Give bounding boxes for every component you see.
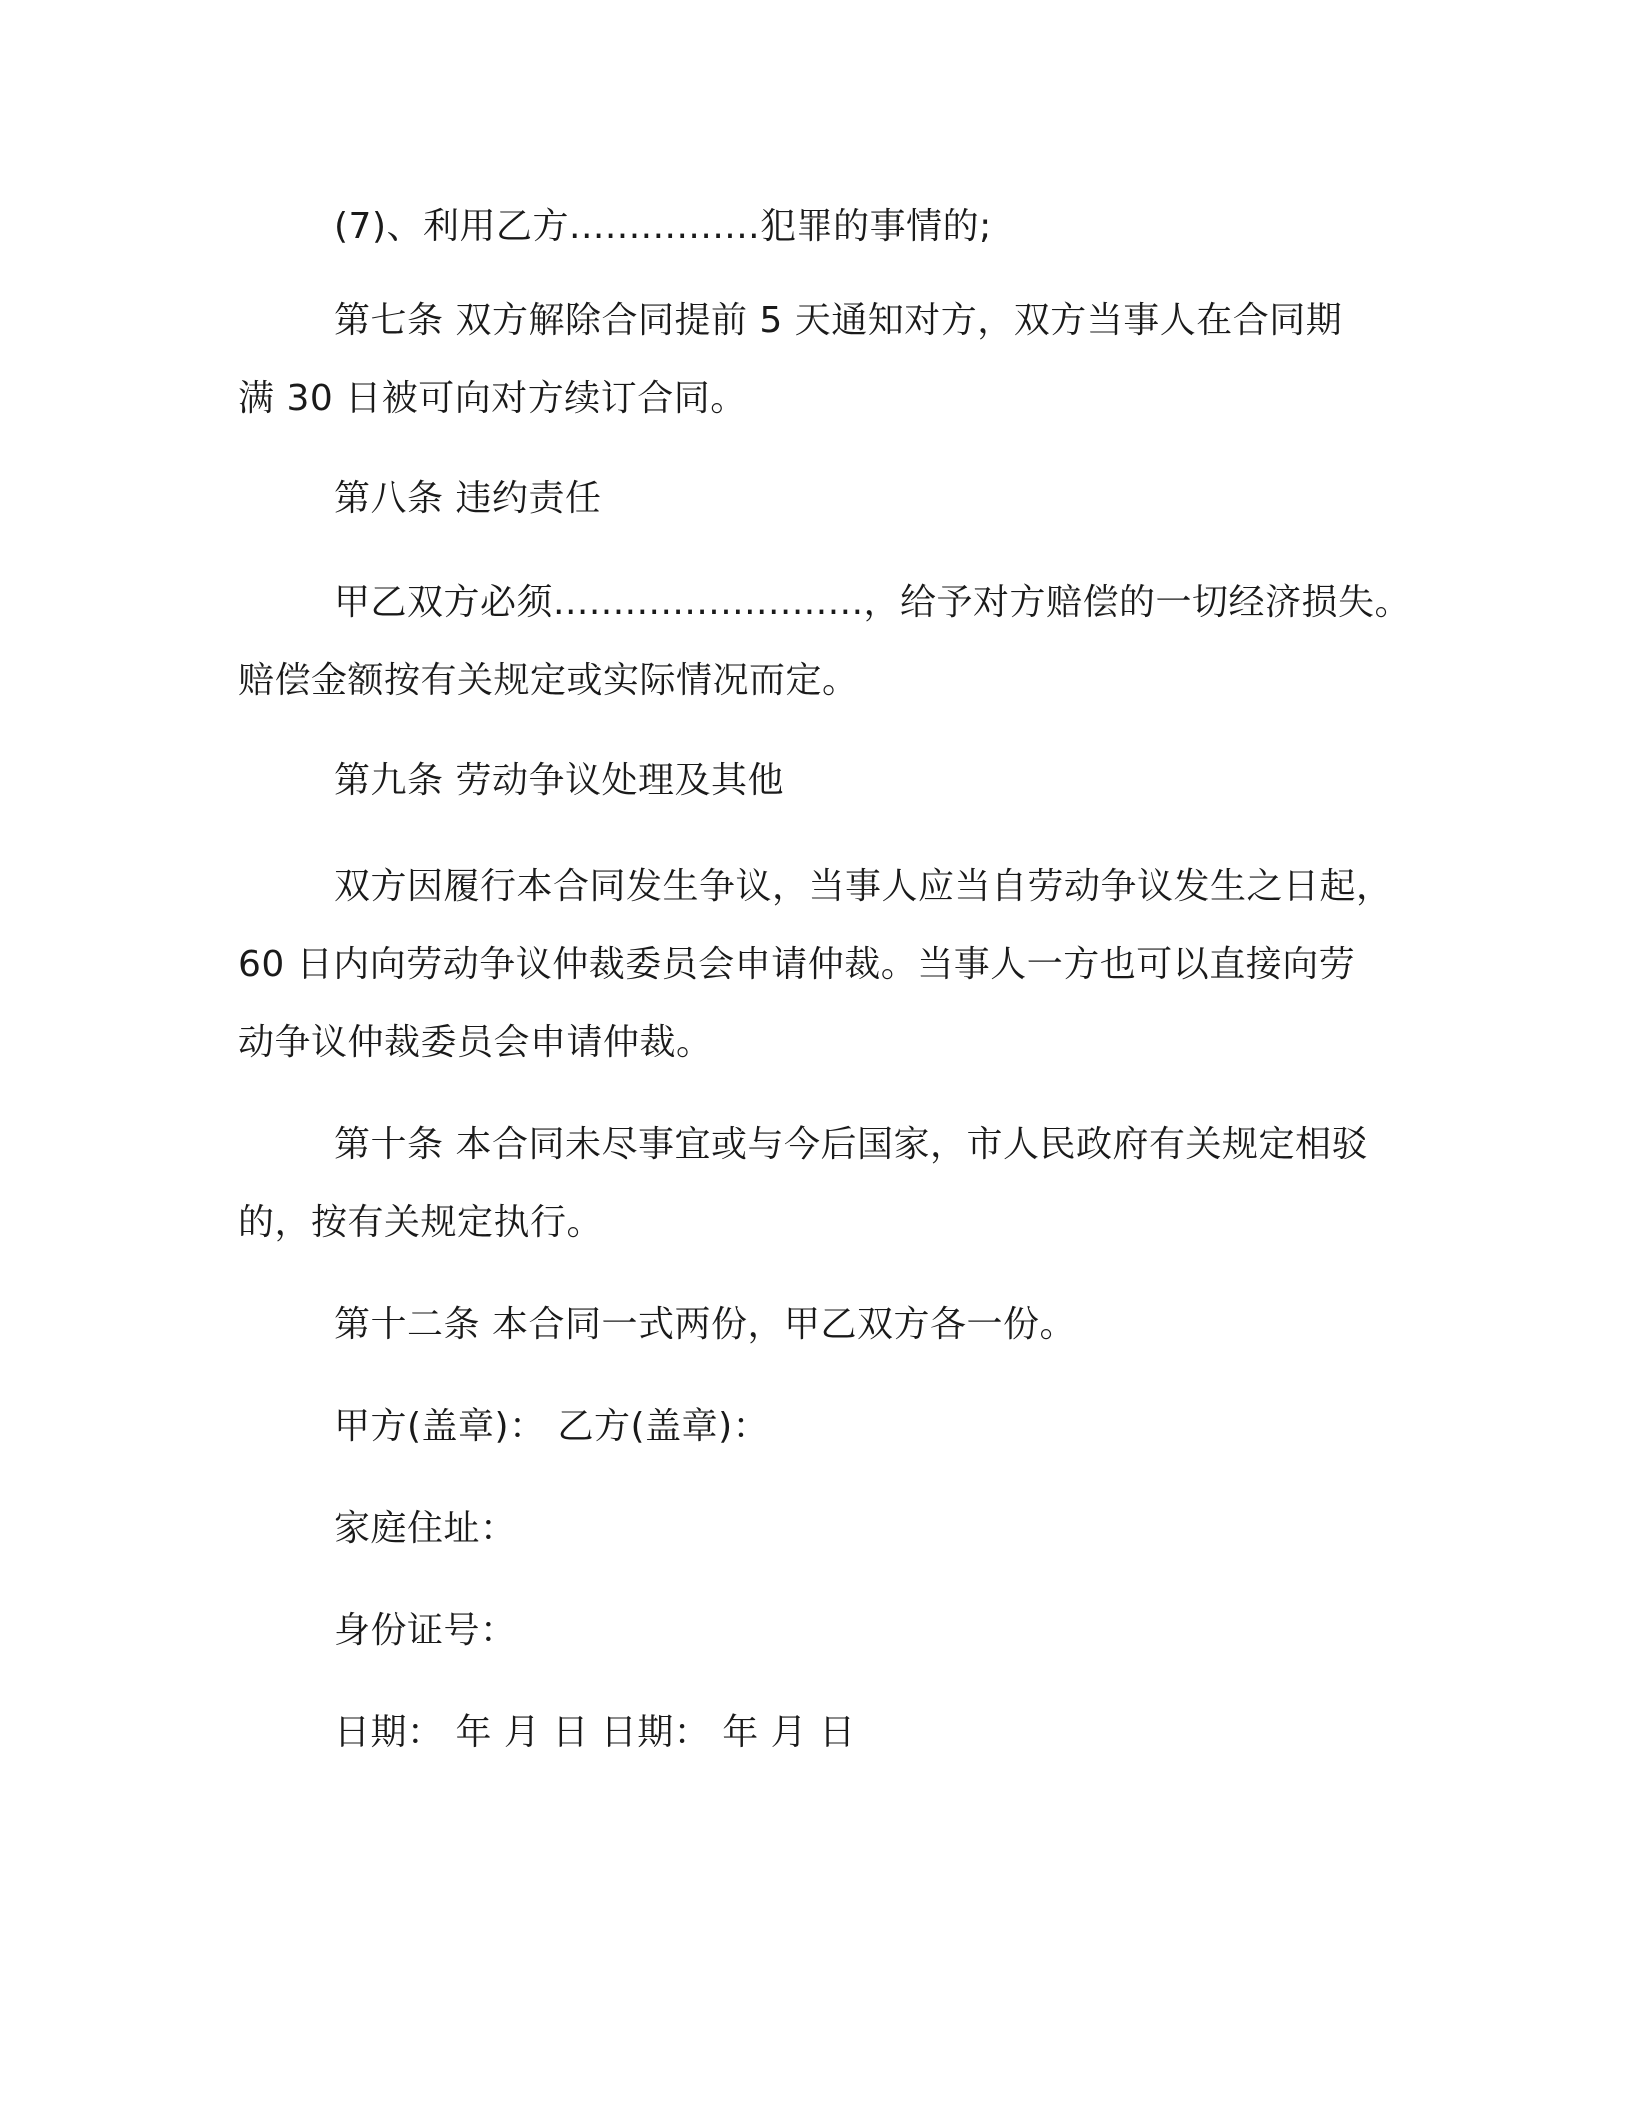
- seal-line-text: 甲方(盖章)： 乙方(盖章)：: [334, 1406, 770, 1447]
- address-line: [238, 1490, 1388, 1568]
- article-12: [238, 1286, 1388, 1364]
- article-9-title-text: 第九条 劳动争议处理及其他: [334, 760, 784, 801]
- id-number-label: 身份证号：: [334, 1610, 517, 1651]
- clause-7-item: [238, 188, 1388, 266]
- article-9-line-3: [238, 1004, 1388, 1082]
- article-9-line-1: [238, 848, 1393, 926]
- article-9-title: [238, 742, 1388, 820]
- article-8-text-2: 赔偿金额按有关规定或实际情况而定。: [238, 660, 859, 701]
- article-12-text: 第十二条 本合同一式两份，甲乙双方各一份。: [334, 1304, 1076, 1345]
- article-8-title-text: 第八条 违约责任: [334, 478, 602, 519]
- article-8-title: [238, 460, 1388, 538]
- article-10-line-2: [238, 1184, 1388, 1262]
- article-10-text-1: 第十条 本合同未尽事宜或与今后国家，市人民政府有关规定相驳: [334, 1124, 1368, 1165]
- article-8-line-2: [238, 642, 1388, 720]
- date-line-text: 日期： 年 月 日 日期： 年 月 日: [334, 1712, 856, 1753]
- article-7-text-1: 第七条 双方解除合同提前 5 天通知对方，双方当事人在合同期: [334, 300, 1343, 341]
- seal-line: [238, 1388, 1388, 1466]
- id-number-line: [238, 1592, 1388, 1670]
- article-9-text-2: 60 日内向劳动争议仲裁委员会申请仲裁。当事人一方也可以直接向劳: [238, 944, 1356, 985]
- article-7-text-2: 满 30 日被可向对方续订合同。: [238, 378, 747, 419]
- article-9-text-1: 双方因履行本合同发生争议，当事人应当自劳动争议发生之日起，: [334, 866, 1393, 907]
- address-label: 家庭住址：: [334, 1508, 517, 1549]
- article-7-line-2: [238, 360, 1388, 438]
- article-9-line-2: [238, 926, 1388, 1004]
- article-10-text-2: 的，按有关规定执行。: [238, 1202, 604, 1243]
- article-8-line-1: [238, 564, 1412, 642]
- article-7-line-1: [238, 282, 1388, 360]
- article-10-line-1: [238, 1106, 1388, 1184]
- clause-7-item-text: (7)、利用乙方................犯罪的事情的;: [334, 206, 992, 247]
- article-9-text-3: 动争议仲裁委员会申请仲裁。: [238, 1022, 713, 1063]
- date-line: [238, 1694, 1388, 1772]
- article-8-text-1: 甲乙双方必须..........................，给予对方赔偿的一切经济损失。: [334, 582, 1412, 623]
